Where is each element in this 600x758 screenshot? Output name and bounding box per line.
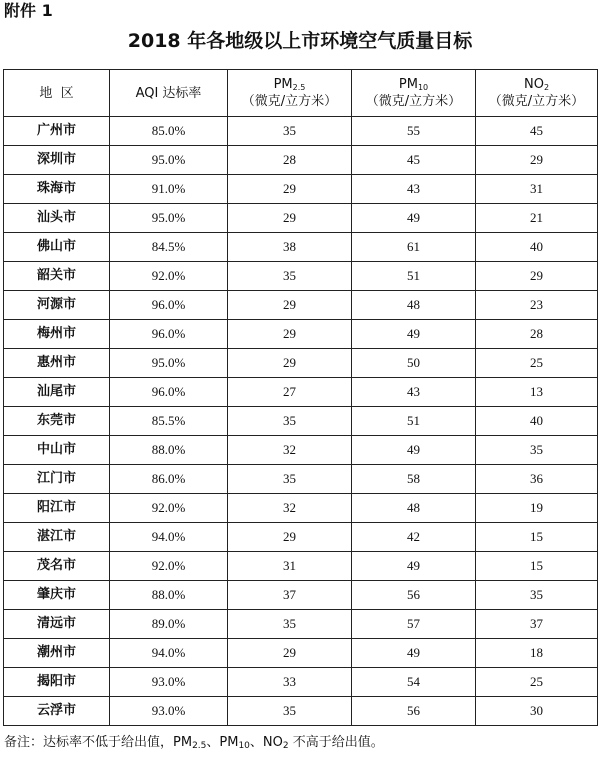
pm10-cell: 50: [352, 349, 476, 378]
no2-cell: 35: [476, 581, 598, 610]
no2-cell: 35: [476, 436, 598, 465]
aqi-cell: 88.0%: [110, 581, 228, 610]
pm10-cell: 49: [352, 436, 476, 465]
city-cell: 韶关市: [4, 262, 110, 291]
table-row: [4, 204, 598, 233]
pm10-cell: 43: [352, 378, 476, 407]
pm25-cell: 29: [228, 291, 352, 320]
attachment-label: 附件 1: [4, 1, 53, 20]
table-row: [4, 175, 598, 204]
city-cell: 广州市: [4, 117, 110, 146]
pm10-cell: 42: [352, 523, 476, 552]
pm10-cell: 49: [352, 639, 476, 668]
no2-cell: 13: [476, 378, 598, 407]
pm25-cell: 29: [228, 175, 352, 204]
no2-cell: 23: [476, 291, 598, 320]
header-aqi: [110, 70, 228, 117]
pm10-cell: 49: [352, 552, 476, 581]
city-cell: 中山市: [4, 436, 110, 465]
aqi-cell: 92.0%: [110, 262, 228, 291]
aqi-cell: 95.0%: [110, 146, 228, 175]
pm25-cell: 35: [228, 117, 352, 146]
pm25-cell: 32: [228, 494, 352, 523]
city-cell: 清远市: [4, 610, 110, 639]
no2-cell: 15: [476, 552, 598, 581]
pm10-cell: 48: [352, 494, 476, 523]
no2-cell: 19: [476, 494, 598, 523]
table-row: [4, 552, 598, 581]
table-row: [4, 349, 598, 378]
city-cell: 肇庆市: [4, 581, 110, 610]
no2-cell: 15: [476, 523, 598, 552]
aqi-cell: 94.0%: [110, 639, 228, 668]
header-pm10-name: [352, 76, 475, 93]
aqi-cell: 92.0%: [110, 494, 228, 523]
header-pm25-unit: （微克/立方米）: [241, 94, 338, 109]
header-no2-name: [476, 76, 597, 93]
aqi-cell: 94.0%: [110, 523, 228, 552]
aqi-cell: 92.0%: [110, 552, 228, 581]
pm25-cell: 29: [228, 639, 352, 668]
no2-cell: 37: [476, 610, 598, 639]
city-cell: 汕头市: [4, 204, 110, 233]
no2-cell: 30: [476, 697, 598, 726]
aqi-cell: 95.0%: [110, 204, 228, 233]
pm10-cell: 61: [352, 233, 476, 262]
aqi-cell: 96.0%: [110, 378, 228, 407]
pm10-cell: 51: [352, 407, 476, 436]
footnote-sep1: 、PM: [206, 735, 239, 750]
pm10-cell: 54: [352, 668, 476, 697]
header-pm10: [352, 70, 476, 117]
aqi-cell: 86.0%: [110, 465, 228, 494]
pm25-cell: 35: [228, 610, 352, 639]
aqi-cell: 88.0%: [110, 436, 228, 465]
aqi-cell: 96.0%: [110, 320, 228, 349]
city-cell: 梅州市: [4, 320, 110, 349]
pm25-cell: 27: [228, 378, 352, 407]
pm25-cell: 29: [228, 320, 352, 349]
header-no2-unit: （微克/立方米）: [488, 94, 585, 109]
no2-cell: 36: [476, 465, 598, 494]
table-row: [4, 668, 598, 697]
pm10-cell: 56: [352, 697, 476, 726]
city-cell: 云浮市: [4, 697, 110, 726]
city-cell: 珠海市: [4, 175, 110, 204]
pm25-cell: 29: [228, 204, 352, 233]
table-row: [4, 320, 598, 349]
city-cell: 潮州市: [4, 639, 110, 668]
table-row: [4, 262, 598, 291]
no2-cell: 25: [476, 668, 598, 697]
pm10-cell: 57: [352, 610, 476, 639]
city-cell: 江门市: [4, 465, 110, 494]
pm25-cell: 35: [228, 262, 352, 291]
pm10-cell: 51: [352, 262, 476, 291]
table-row: [4, 494, 598, 523]
no2-cell: 28: [476, 320, 598, 349]
table-row: [4, 697, 598, 726]
city-cell: 东莞市: [4, 407, 110, 436]
air-quality-targets-table: [3, 69, 598, 726]
header-region: [4, 70, 110, 117]
pm10-cell: 49: [352, 320, 476, 349]
pm25-cell: 38: [228, 233, 352, 262]
header-pm10-sub: 10: [417, 83, 429, 92]
footnote-pm10-sub: 10: [238, 741, 250, 751]
table-row: [4, 465, 598, 494]
header-pm25: [228, 70, 352, 117]
pm25-cell: 35: [228, 465, 352, 494]
table-row: [4, 523, 598, 552]
pm25-cell: 29: [228, 349, 352, 378]
city-cell: 惠州市: [4, 349, 110, 378]
table-row: [4, 639, 598, 668]
city-cell: 河源市: [4, 291, 110, 320]
no2-cell: 45: [476, 117, 598, 146]
header-pm25-name: [228, 76, 351, 93]
no2-cell: 29: [476, 146, 598, 175]
city-cell: 湛江市: [4, 523, 110, 552]
footnote-tail: 不高于给出值。: [288, 735, 384, 750]
table-row: [4, 117, 598, 146]
header-no2-base: NO: [523, 77, 544, 92]
header-region-label: 地 区: [39, 85, 74, 101]
pm10-cell: 49: [352, 204, 476, 233]
aqi-cell: 85.0%: [110, 117, 228, 146]
aqi-cell: 85.5%: [110, 407, 228, 436]
table-row: [4, 436, 598, 465]
aqi-cell: 93.0%: [110, 668, 228, 697]
header-pm25-base: PM: [273, 77, 293, 92]
no2-cell: 25: [476, 349, 598, 378]
pm25-cell: 37: [228, 581, 352, 610]
city-cell: 阳江市: [4, 494, 110, 523]
aqi-cell: 96.0%: [110, 291, 228, 320]
no2-cell: 21: [476, 204, 598, 233]
table-row: [4, 610, 598, 639]
pm25-cell: 32: [228, 436, 352, 465]
header-pm10-base: PM: [398, 77, 418, 92]
aqi-cell: 84.5%: [110, 233, 228, 262]
header-no2: [476, 70, 598, 117]
document-title: 2018 年各地级以上市环境空气质量目标: [127, 30, 473, 52]
city-cell: 揭阳市: [4, 668, 110, 697]
table-row: [4, 291, 598, 320]
header-pm25-sub: 2.5: [292, 83, 306, 92]
pm10-cell: 56: [352, 581, 476, 610]
header-pm10-unit: （微克/立方米）: [365, 94, 462, 109]
city-cell: 佛山市: [4, 233, 110, 262]
footnote: [4, 734, 384, 752]
city-cell: 深圳市: [4, 146, 110, 175]
pm25-cell: 33: [228, 668, 352, 697]
no2-cell: 40: [476, 233, 598, 262]
table-header-row: [4, 70, 598, 117]
pm10-cell: 43: [352, 175, 476, 204]
table-row: [4, 378, 598, 407]
footnote-lead: 备注：达标率不低于给出值，PM: [4, 735, 193, 750]
aqi-cell: 89.0%: [110, 610, 228, 639]
no2-cell: 31: [476, 175, 598, 204]
pm10-cell: 45: [352, 146, 476, 175]
table-row: [4, 407, 598, 436]
pm25-cell: 35: [228, 407, 352, 436]
pm25-cell: 29: [228, 523, 352, 552]
footnote-no2-sub: 2: [282, 741, 289, 751]
aqi-cell: 93.0%: [110, 697, 228, 726]
table-row: [4, 581, 598, 610]
footnote-sep2: 、NO: [249, 735, 283, 750]
header-no2-sub: 2: [543, 83, 550, 92]
pm10-cell: 58: [352, 465, 476, 494]
city-cell: 茂名市: [4, 552, 110, 581]
pm25-cell: 31: [228, 552, 352, 581]
no2-cell: 29: [476, 262, 598, 291]
aqi-cell: 91.0%: [110, 175, 228, 204]
no2-cell: 40: [476, 407, 598, 436]
pm10-cell: 48: [352, 291, 476, 320]
pm25-cell: 35: [228, 697, 352, 726]
pm25-cell: 28: [228, 146, 352, 175]
aqi-cell: 95.0%: [110, 349, 228, 378]
footnote-pm25-sub: 2.5: [192, 741, 207, 751]
header-aqi-label: AQI 达标率: [135, 85, 202, 101]
no2-cell: 18: [476, 639, 598, 668]
pm10-cell: 55: [352, 117, 476, 146]
table-row: [4, 233, 598, 262]
city-cell: 汕尾市: [4, 378, 110, 407]
table-row: [4, 146, 598, 175]
